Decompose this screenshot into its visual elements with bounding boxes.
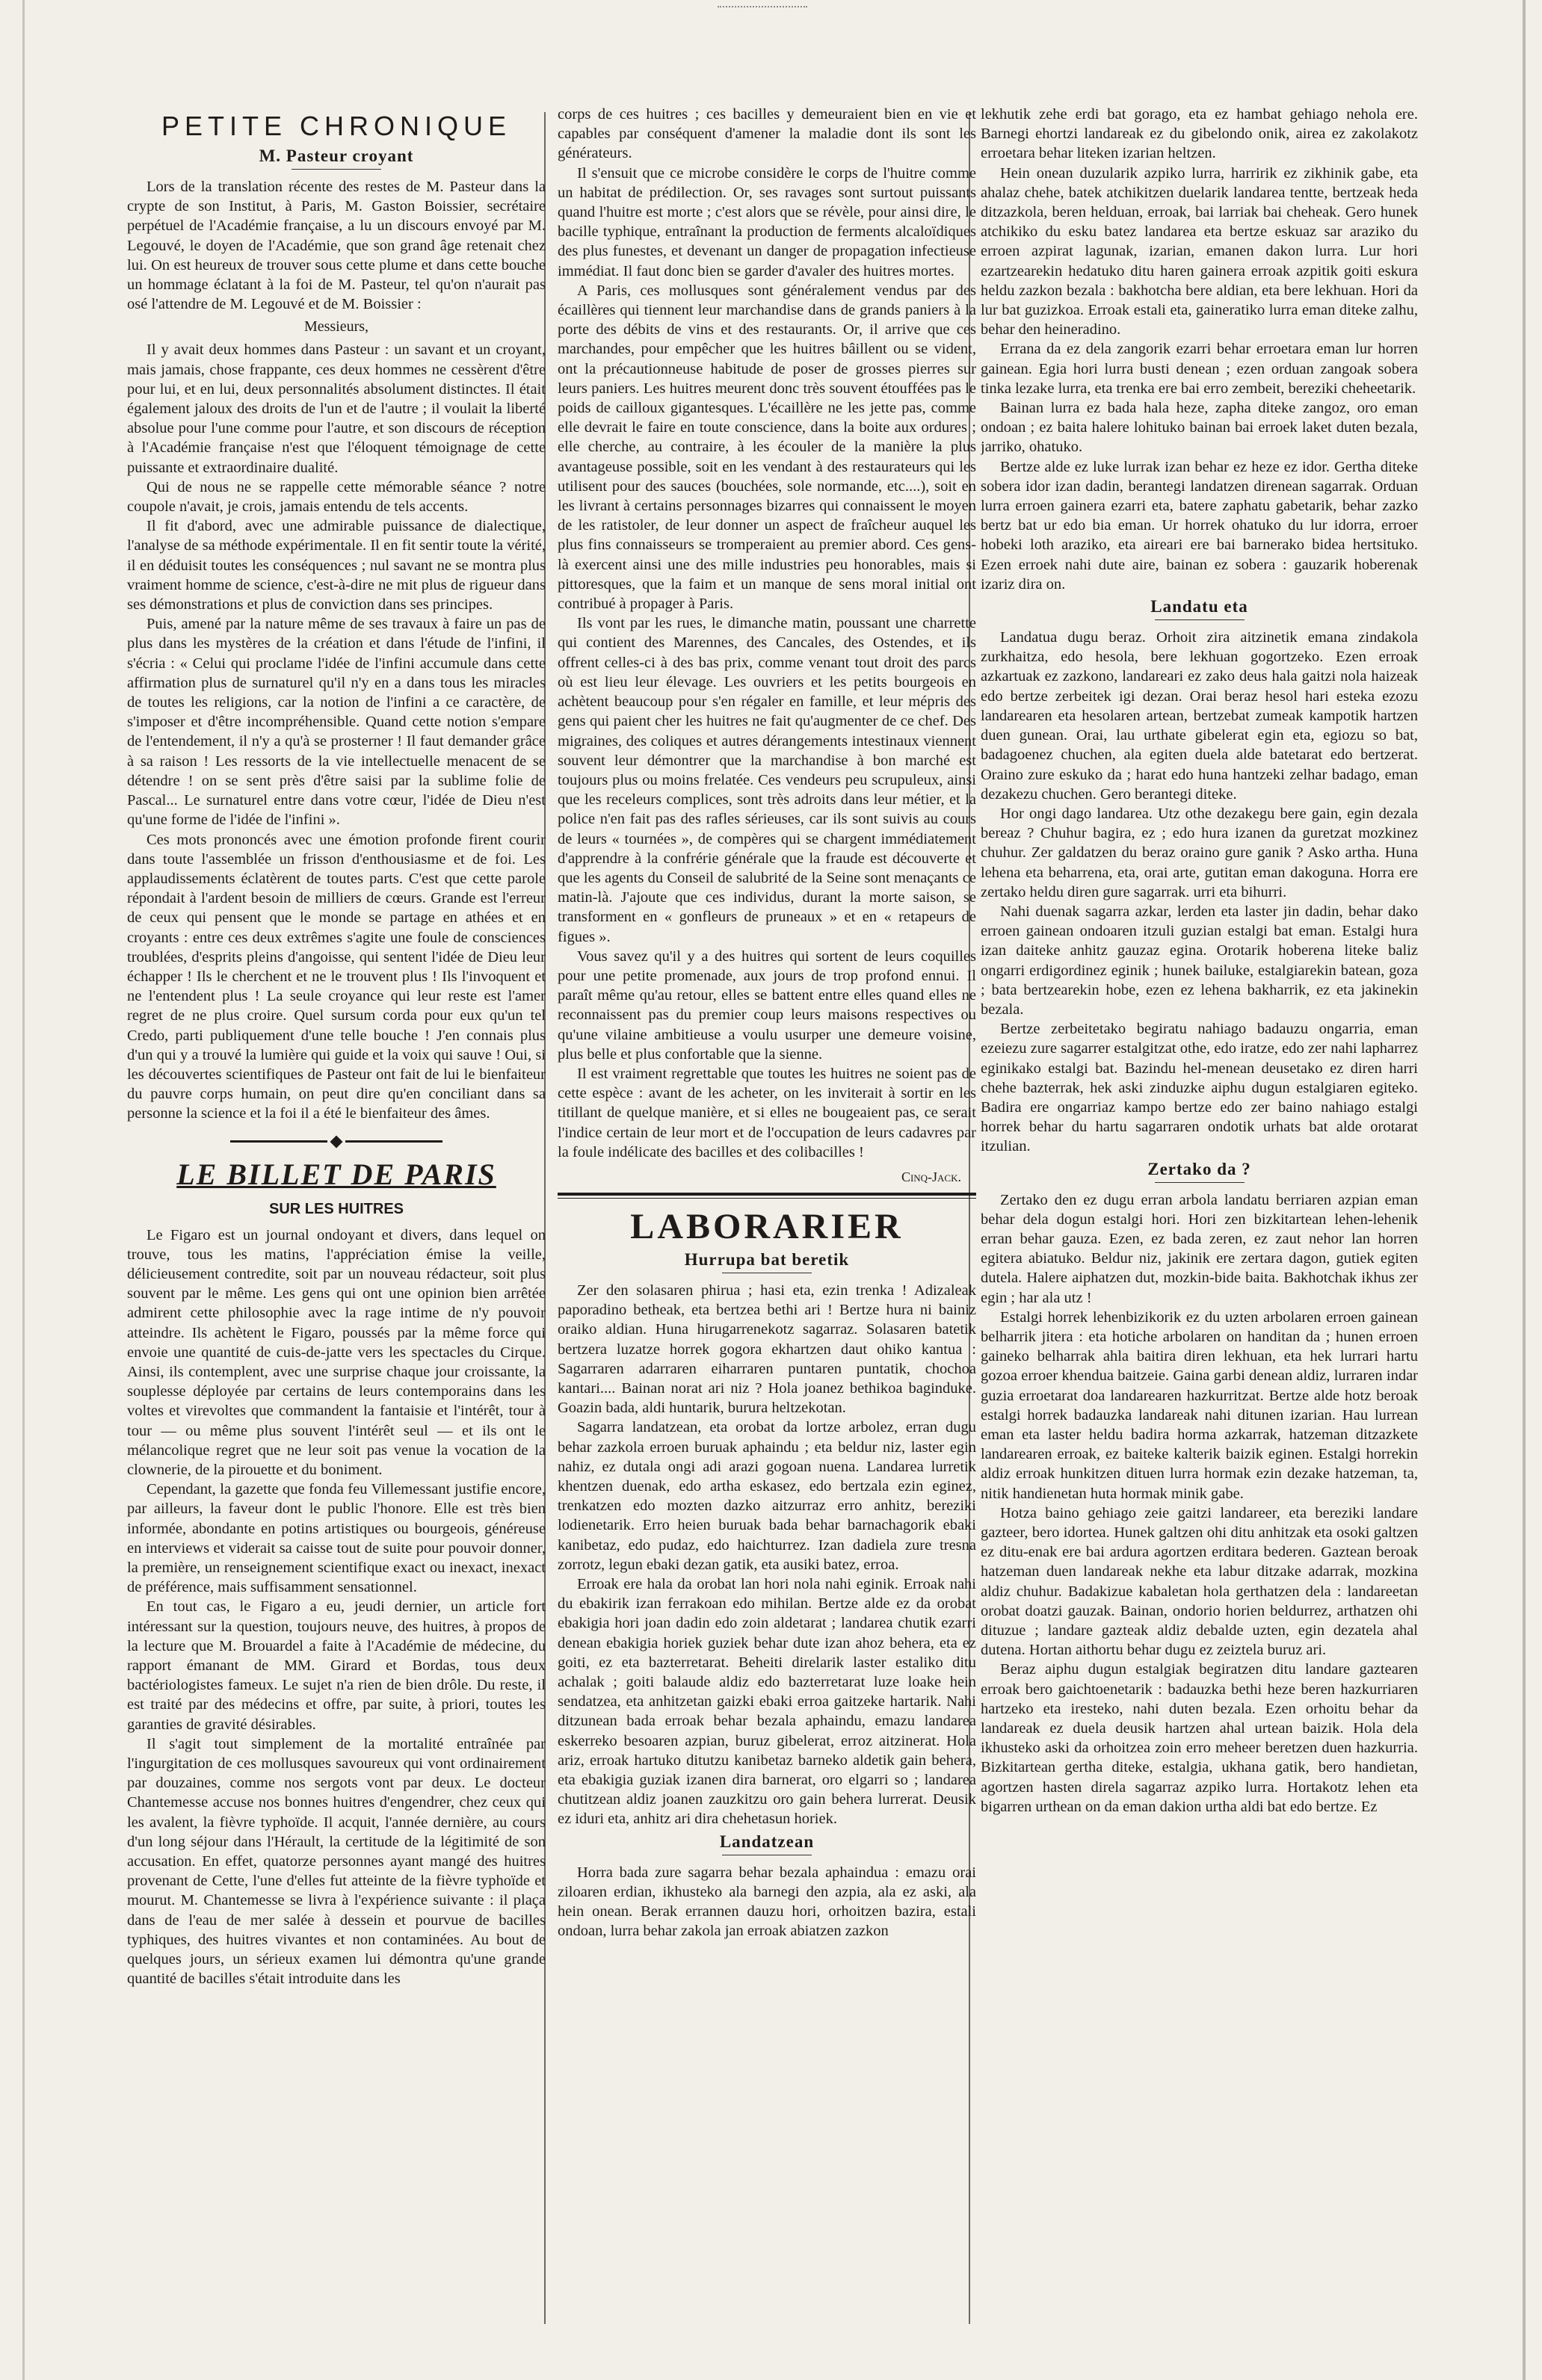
- paragraph: Nahi duenak sagarra azkar, lerden eta laster jin dadin, behar dako erroen gainean ondoaren itzuli guzian estalgi bat eman. Estalgi hura izan daiteke anhitz gauzaz egina. Orotarik hoberena liteke baliz ongarri erdigordinez eginik ; hunek bailuke, estalgiarekin batean, goza ; bata bertzearekin hobe, ezen ez lehena bakharrik, ez eta jakinekin bezala.: [981, 903, 1418, 1018]
- paragraph: Errana da ez dela zangorik ezarri behar erroetara eman lur horren gainean. Egia hori lurra busti denean ; ezen orduan zangoak sobera tinka lezake lurra, eta trenka ere bai erro zembeit, bereziki cheheetarik.: [981, 341, 1418, 397]
- paragraph: Cependant, la gazette que fonda feu Villemessant justifie encore, par ailleurs, la faveur dont le public l'honore. Elle est très bien informée, abondante en potins artistiques ou bourgeois, généreuse en interviews et viderait sa caisse tout de suite pour pouvoir donner, la première, un renseignement scientifique exact ou inexact, inexact de préférence, mais suffisamment sensationnel.: [127, 1481, 546, 1596]
- subheadline-landatzean: Landatzean: [558, 1832, 976, 1855]
- paragraph: Landatua dugu beraz. Orhoit zira aitzinetik emana zindakola zurkhaitza, edo hesola, bere lekhuan gogortzeko. Ezen erroak azkartuak ez zazkono, landareari ez zako deus hala gaitzi nola haizeak edo bertze zerbeitek igi dezan. Orai beraz hesol hari esteka ezozu landarearen eta hesolaren artean, bertzebat zumeak kampotik hartzen duen gunean. Orai, lau urthate gibelerat egin eta, egiozu so bat, badagoenez chuchen, ala egiten duela alde batetarat edo bertzerat. Oraino zure eskuko da ; harat edo huna hantzeki zelhar badago, eman dezakezu chuchen. Gero berantegi diteke.: [981, 629, 1418, 803]
- paragraph: Puis, amené par la nature même de ses travaux à faire un pas de plus dans les mystères de la création et dans l'étude de l'infini, il s'écria : « Celui qui proclame l'idée de l'infini accumule dans cette affirmation plus de surnaturel qu'il n'y en a dans tous les miracles de toutes les religions, car la notion de l'infini a ce caractère, de s'imposer et d'être incompréhensible. Quand cette notion s'empare de l'entendement, il n'y a qu'à se prosterner ! Il faut demander grâce à sa raison ! Les ressorts de la vie intellectuelle menacent de se détendre ! on se sent près d'être saisi par la sublime folie de Pascal... Le surnaturel entre dans votre cœur, l'idée de Dieu n'est qu'une forme de l'idée de l'infini ».: [127, 616, 546, 829]
- subheadline-landatu-eta: Landatu eta: [981, 597, 1418, 620]
- ornament-separator: [127, 1137, 546, 1146]
- headline-laborarier: LABORARIER: [630, 1206, 904, 1246]
- paragraph: Il fit d'abord, avec une admirable puissance de dialectique, l'analyse de sa méthode expérimentale. Il en fit sentir toute la vérité, il en déduisit toutes les conséquences ; nul savant ne se montra plus vraiment homme de science, c'est-à-dire ne mit plus de rigueur dans ses démonstrations et plus de conviction dans ses principes.: [127, 518, 546, 613]
- column-2: [558, 105, 976, 2339]
- paragraph: Le Figaro est un journal ondoyant et divers, dans lequel on trouve, tous les matins, l'appréciation émise la veille, délicieusement contredite, soit par un nouveau rédacteur, soit plus souvent par le même. Les gens qui ont une opinion bien arrêtée admirent cette philosophie avec la rage intime de n'y pouvoir atteindre. Ils achètent le Figaro, poussés par la même force qui envoie une quantité de cuis-de-jatte vers les spectacles du Cirque. Ainsi, ils contemplent, avec une surprise chaque jour croissante, la souplesse déployée par certains de leurs contemporains dans les voltes et virevoltes que commandent la fantaisie et l'intérêt, tour à tour — ou même plus souvent l'intérêt seul — et ils ont le mélancolique regret que ne leur soit pas venue la vocation de la clownerie, de la pirouette et du boniment.: [127, 1226, 546, 1478]
- paragraph: Il est vraiment regrettable que toutes les huitres ne soient pas de cette espèce : avant de les acheter, on les inviterait à sortir en les titillant de quelque manière, et si elles ne bougeaient pas, ce serait l'indice certain de leur mort et de l'occupation de leurs cadavres par la foule indélicate des bacilles et des colibacilles !: [558, 1065, 976, 1160]
- paragraph: Hotza baino gehiago zeie gaitzi landareer, eta bereziki landare gazteer, bero idortea. Hunek galtzen ohi ditu anhitzak eta osoki galtzen ez ditu-enak ere bai ardura agortzen erditara bederen. Gaztean beroak hatzeman duen landareak nekhe eta labur ditzake adarrak, mozkina aldiz chuhur. Badakizue kabaletan hola gerthatzen dela : landareetan orobat doatzi gauzak. Bainan, ondorio horien beldurrez, arthatzen ohi dituzue ; landare gazteak aldiz debalde uzten, egin dezatela ahal dutena. Hortan aithortu behar dugu ez zeiztela buruz ari.: [981, 1504, 1418, 1659]
- paragraph: Ces mots prononcés avec une émotion profonde firent courir dans toute l'assemblée un frisson d'enthousiasme et de foi. Les applaudissements éclatèrent de toutes parts. C'est que cette parole répondait à l'ardent besoin de milliers de cœurs. Grande est l'erreur de ceux qui pensent que le monde se partage en athées et en croyants : entre ces deux extrêmes s'agite une foule de consciences troublées, d'esprits pleins d'angoisse, qui sentent l'idée de Dieu leur échapper ! Ils le cherchent et ne le trouvent plus ! Ils l'invoquent et ne l'entendent plus ! La seule croyance qui leur reste est l'amer regret de ne plus croire. Quel sursum corda pour eux qu'un tel Credo, parti publiquement d'une telle bouche ! J'en connais plus d'un qui y a trouvé la lumière qui guide et la voix qui sauve ! Oui, si les découvertes scientifiques de Pasteur ont fait de lui le bienfaiteur du pauvre corps humain, on peut dire qu'en conciliant dans sa personne la science et la foi il a été le bienfaiteur des âmes.: [127, 831, 546, 1122]
- paragraph: En tout cas, le Figaro a eu, jeudi dernier, un article fort intéressant sur la question, toujours neuve, des huitres, à propos de la lecture que M. Brouardel a faite à l'Académie de médecine, du rapport émanant de MM. Girard et Bordas, tous deux bactériologistes fameux. Le sujet n'a rien de bien drôle. Du reste, il est traité par des médecins et offre, par suite, à priori, toutes les garanties de gravité désirables.: [127, 1598, 546, 1733]
- subheadline-hurrupa: Hurrupa bat beretik: [558, 1250, 976, 1273]
- headline-billet-de-paris: LE BILLET DE PARIS: [176, 1157, 496, 1191]
- paragraph: Beraz aiphu dugun estalgiak begiratzen ditu landare gaztearen erroak bero gaichtoenetarik : badauzka bethi heze beren hazkurriaren hartzeko eta iresteko, nahi duten bezala. Ezen orhoitu behar da landareak ez duela deusik hartzen ahal urtean baizik. Hola dela ikhusteko aski da orhoitzea zoin erro meheer beretzen duen hazkurria. Bizkitartean gertha diteke, estalgia, ukhana gatik, bero handietan, agortzen hasten direla sagarraz azpiko lurra. Hortakotz lehen eta bigarren urthean on da eman dakion urtha aldi bat edo bertze. Ez: [981, 1661, 1418, 1815]
- subheadline-zertako-da: Zertako da ?: [981, 1160, 1418, 1183]
- paragraph: Ils vont par les rues, le dimanche matin, poussant une charrette qui contient des Marennes, des Cancales, des Ostendes, et ils offrent celles-ci à des bas prix, comme venant tout droit des parcs où est lieu leur élevage. Les ouvriers et les petits bourgeois en achètent beaucoup pour s'en régaler en famille, et leur mépris des gens qui paient cher les huitres ne fait qu'augmenter de ce chef. Des migraines, des coliques et autres dérangements intestinaux viennent souvent leur démontrer que la marchandise à bon marché est toujours plus ou moins frelatée. Ces vendeurs peu scrupuleux, ainsi que les receleurs complices, sont très adroits dans leur métier, et la police n'en fait pas des rafles sérieuses, car ils sont suivis au cours de leurs « tournées », de compères qui se chargent immédiatement d'apprendre à la confrérie générale que la fraude est découverte et que les agents du Conseil de salubrité de la Seine sont menaçants ce matin-là. J'ajoute que ces individus, durant la morte saison, se transforment en « gonfleurs de pruneaux » et en « retapeurs de figues ».: [558, 615, 976, 945]
- paragraph: Qui de nous ne se rappelle cette mémorable séance ? notre coupole n'avait, je crois, jamais entendu de tels accents.: [127, 478, 546, 516]
- paragraph: Bertze alde ez luke lurrak izan behar ez heze ez idor. Gertha diteke sobera idor izan dadin, berantegi landatzen direnean sagarrak. Orduan lurra erroen gainera ezarri eta, batere zaphatu gabetarik, behar zazko bertz bat ur edo bia eman. Ur horrek ohatuko du lur idorra, erroer hobeki loth araziko, eta aireari ere bai barnerako bidea hertsituko. Ezen erroek nahi dute aire, bainan ez sobera : gauzarik hoberenak izariz dira on.: [981, 458, 1418, 593]
- paragraph: Hein onean duzularik azpiko lurra, harririk ez zikhinik gabe, eta ahalaz chehe, batek atchikitzen duelarik landarea tentte, bertzeak heda ditzazkola, beren helduan, erroak, bai larriak bai cheheak. Gero hunek atchikiko du esku batez landarea eta bertze eskuaz sar araziko du erroen azpirat lagunak, izarian, emanen dakon lurra. Lur hori ezartzearekin hedatuko ditu haren gainera erroak azpitik goiti eskura heldu zazkon bezala : bakhotcha bere aldian, eta bere lekhuan. Hori da lur bat guzizkoa. Erroak estali eta, gaineratiko lurra eman diteke zalhu, behar den heineradino.: [981, 164, 1418, 339]
- paragraph: Estalgi horrek lehenbizikorik ez du uzten arbolaren erroen gainean belharrik jitera : eta hotiche arbolaren on handitan da ; hunen erroen gaineko belharrak ahla baitira diren lekhuan, eta hek lurrari hartu gozoa erroer khendua baitzeie. Gaina garbi denean aldiz, lurraren indar guzia erroetarat doa landarearen hazkurritzat. Bertze alde hotz beroak estalgi horrek badauzka landareak nahi ditunen izarian. Hau lurrean eman eta laster heldu badira horma azkarrak, hatzeman ditzazkete landarearen erroak, ez baiteke kalterik baizik eginen. Estalgi horrekin aldiz erroak hunkitzen dituen lurra hormak ezin dezake hatzeman, ta, nitik handienetan huta hormak minik gabe.: [981, 1308, 1418, 1502]
- salutation: Messieurs,: [303, 318, 369, 336]
- paragraph: Zertako den ez dugu erran arbola landatu berriaren azpian eman behar dela dogun estalgi hori. Hori zen bizkitartean lehen-lehenik erran behar gauza. Ezen, ez bada zeren, ez zaut nehor lan horren egitera abiatuko. Beldur niz, jakinik ere zertara dagon, gutiek egiten dutela. Halere aiphatzen dut, mozkin-bide baita. Bakhotchak ikhus zer egin ; har ala utz !: [981, 1191, 1418, 1306]
- column-3: [981, 105, 1418, 2339]
- paragraph: Sagarra landatzean, eta orobat da lortze arbolez, erran dugu behar zazkola erroen buruak aphaindu ; eta beldur niz, laster egin nahiz, ez dutala ongi adi arazi gogoan nuena. Landarea lurretik khentzen duenak, edo artha eskasez, edo bertzala ezin eginez, trenkatzen edo mozten dazko aitzurraz erro anhitz, bereziki lodienetarik. Erro heien buruak bada behar barnachagorik ebaki kanibetaz, edo pudaz, edo haichturrez. Izan dadiela zure tresna zorrotz, legun ebaki dezan gatik, eta ausiki batez, erroa.: [558, 1419, 976, 1573]
- paragraph: A Paris, ces mollusques sont généralement vendus par des écaillères qui tiennent leur marchandise dans de grands paniers à la porte des débits de vins et des restaurants. Or, il arrive que ces marchandes, pour empêcher que les huitres bâillent ou se vident, ont la précautionneuse habitude de poser de grosses pierres sur leurs paniers. Les huitres meurent donc très souvent étouffées pas le poids de cailloux gigantesques. L'écaillère ne les jette pas, comme elle devrait le faire en toute conscience, dans la boite aux ordures ; elle cherche, au contraire, à les écouler de la manière la plus avantageuse possible, soit en les vendant à des restaurateurs qui les utilisent pour des sauces (bouchées, sole normande, etc....), soit en les livrant à certains personnages bizarres qui connaissent le moyen de les ratistoler, de leur donner un aspect de fraîcheur auquel les plus fins connaisseurs se tromperaient au premier abord. Ces gens-là exercent ainsi une des mille industries peu honorables, mais si pittoresques, que la faim et un manque de sens moral initial ont contribué à propager à Paris.: [558, 282, 976, 613]
- paragraph: Zer den solasaren phirua ; hasi eta, ezin trenka ! Adizaleak paporadino betheak, eta bertzea bethi ari ! Bertze hura ni bainiz oraiko aldian. Huna hirugarrenekotz sagarraz. Solasaren batetik bertzera luzatze horrek gogora ekhartzen daut ohiko kantua : Sagarraren adarraren eiharraren puntaren puntatik, chochoa kantari.... Bainan norat ari niz ? Hola joanez bethikoa baginduke. Goazin bada, aldi huntarik, burura heltzekotan.: [558, 1282, 976, 1417]
- paragraph: Il s'agit tout simplement de la mortalité entraînée par l'ingurgitation de ces mollusques savoureux qui vont ordinairement par douzaines, comme nos sergots vont par deux. Le docteur Chantemesse accuse nos bonnes huitres d'engendrer, chez ceux qui les avalent, la fièvre typhoïde. Il acquit, l'année dernière, au cours d'un long séjour dans l'Hérault, la certitude de la légitimité de son accusation. En effet, quatorze personnes ayant mangé des huitres provenant de Cette, l'une d'elles fut atteinte de la fièvre typhoïde et mourut. M. Chantemesse se livra à l'expérience suivante : il plaça dans de l'eau de mer salée à dessein et pourvue de bacilles typhiques, des huitres vivantes et non contaminées. Au bout de quelques jours, un sérieux examen lui démontra qu'une grande quantité de bacilles s'était introduite dans les: [127, 1735, 546, 1988]
- subheadline-huitres: SUR LES HUITRES: [268, 1200, 404, 1217]
- paragraph: Erroak ere hala da orobat lan hori nola nahi eginik. Erroak nahi du ebakirik izan ferrakoan edo mihilan. Bertze alde ez da orobat ebakigia hori joan dadin edo zoin aldetarat ; landarea chutik ezarri denean ebakigia horiek guziek behar dute izan ahoz behera, eta ez goiti, ez eta bazterretarat. Beheiti direlarik laster estaliko ditu achalak ; goiti balaude aldiz edo bazterretarat luze loake hein sendatzea, eta anhitzetan gaizki ebaki erroa gaitzeke hartarik. Nahi ditzunean bada erroak behar bezala aphaindu, emazu landarea eskerreko besoaren azpian, buruz gibelerat, erroz aitzinerat. Hola ariz, erroak hartuko ditutzu kanibetaz barneko aldetik gain behera, eta ebakigia guziak izanen dira barnerat, oro elgarri so ; landarea chutitzean aldiz joanen zauzkitzu oro gain behera lurrerat. Deusik ez iduri eta, anhitz ari dira chehetasun horiek.: [558, 1576, 976, 1828]
- paragraph: lekhutik zehe erdi bat gorago, eta ez hambat gehiago nehola ere. Barnegi ehortzi landareak ez du gibelondo onik, airea ez zakolakotz erroetara behar liteken izarian heltzen.: [981, 106, 1418, 162]
- paragraph: Hor ongi dago landarea. Utz othe dezakegu bere gain, egin dezala bereaz ? Chuhur bagira, ez ; edo hura izanen da guretzat mozkinez chuhur. Zer galdatzen du beraz oraino gure ganik ? Asko artha. Huna lehena eta beharrena, eta, orai arte, gutitan eman dakoguna. Horra ere zertako heldu diren gure sagarrak. urri eta bihurri.: [981, 805, 1418, 900]
- paragraph: corps de ces huitres ; ces bacilles y demeuraient bien en vie et capables par conséquent d'amener la maladie dont ils sont les générateurs.: [558, 106, 976, 162]
- paragraph: Horra bada zure sagarra behar bezala aphaindua : emazu orai ziloaren erdian, ikhusteko ala barnegi den azpia, ala ez aski, ala hein onean. Berak errannen dauzu hori, orhoitzen bazira, estali ondoan, lurra behar zakola jan erroak abiatzen zazkon: [558, 1864, 976, 1940]
- page-edge-right: [1523, 0, 1526, 2380]
- paragraph: Bertze zerbeitetako begiratu nahiago badauzu ongarria, eman ezeiezu zure sagarrer estalgitzat othe, edo iratze, edo zer nahi lapharrez eginikako estalgi bat. Bazindu hel-menean deusetako ez diren harri chehe bazterrak, hek aski zinduzke aiphu dugun estalgiaren egiteko. Badira ere ongarriaz kampo bertze edo zer baino nahiago estalgi horrek behar du hartu sagarraren ondotik urhats bat alde orotarat itzulian.: [981, 1021, 1418, 1155]
- top-fold-mark: [718, 0, 807, 7]
- paragraph: Bainan lurra ez bada hala heze, zapha diteke zangoz, oro eman ondoan ; ez baita halere lohituko bainan bai erroek laket duten bezala, jarriko, ohatuko.: [981, 400, 1418, 456]
- section-title-petite-chronique: PETITE CHRONIQUE: [161, 111, 512, 141]
- paragraph: Lors de la translation récente des restes de M. Pasteur dans la crypte de son Institut, à Paris, M. Gaston Boissier, secrétaire perpétuel de l'Académie française, a lu un discours envoyé par M. Legouvé, le doyen de l'Académie, que son grand âge retenait chez lui. On est heureux de trouver sous cette plume et dans cette bouche un hommage éclatant à la foi de M. Pasteur, tel qu'on n'aurait pas osé l'attendre de M. Legouvé et de M. Boissier :: [127, 179, 546, 313]
- signature: Cinq-Jack.: [901, 1169, 961, 1184]
- headline-pasteur: M. Pasteur croyant: [127, 146, 546, 170]
- paragraph: Vous savez qu'il y a des huitres qui sortent de leurs coquilles pour une petite promenade, aux jours de trop profond ennui. Il paraît même qu'au retour, elles se battent entre elles quand elles ne reconnaissent pas du premier coup leurs maisons respectives ou qu'une vilaine ambitieuse a voulu usurper une demeure voisine, plus belle et plus confortable que la sienne.: [558, 948, 976, 1063]
- paragraph: Il y avait deux hommes dans Pasteur : un savant et un croyant, mais jamais, chose frappante, ces deux hommes ne cessèrent d'être pour lui, et en lui, deux personnalités absolument distinctes. Il était également jaloux des droits de l'un et de l'autre ; il voulait la liberté absolue pour l'une comme pour l'autre, et son discours de réception à l'Académie française n'est que l'éloquent témoignage de cette puissante et extraordinaire dualité.: [127, 341, 546, 476]
- paragraph: Il s'ensuit que ce microbe considère le corps de l'huitre comme un habitat de prédilection. Or, ses ravages sont surtout puissants quand l'huitre est morte ; c'est alors que se révèle, pour ainsi dire, le bacille typhique, entraînant la production de ferments alcaloïdiques des plus funestes, et devenant un danger de propagation infectieuse immédiat. Il faut donc bien se garder d'avaler des huitres mortes.: [558, 164, 976, 279]
- column-1: [127, 105, 546, 2339]
- section-rule: [558, 1193, 976, 1199]
- page-edge-left: [22, 0, 25, 2380]
